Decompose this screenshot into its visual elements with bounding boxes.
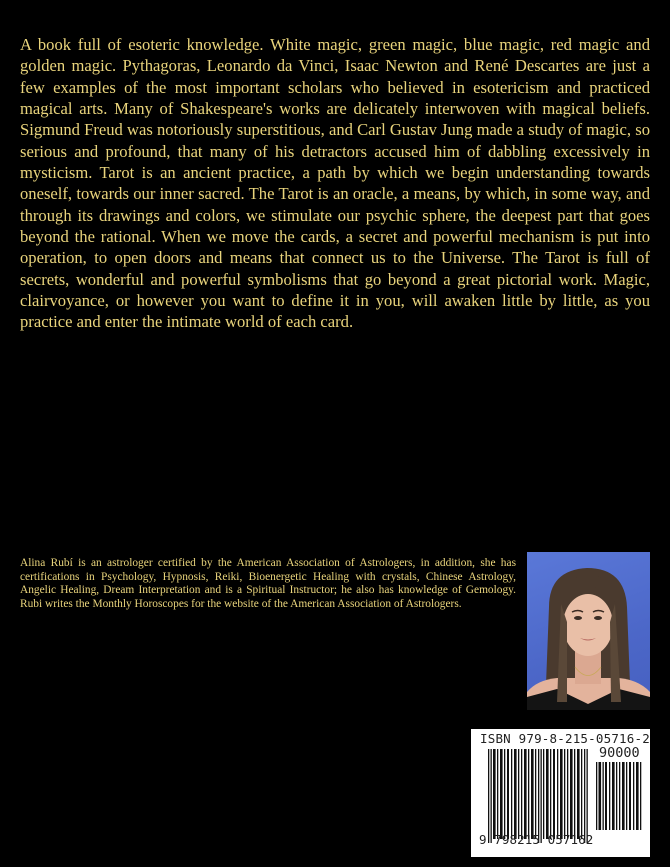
price-addon-code: 90000 [599,745,640,761]
isbn-label: ISBN 979-8-215-05716-2 [480,731,650,746]
ean-digits: 9 798215 057162 [479,832,594,847]
author-photo [527,552,650,710]
author-bio: Alina Rubí is an astrologer certified by the American Association of Astrologers, in addition, she has certifications in Psychology, Hypnosis, Reiki, Bioenergetic Healing with crystals, Chinese Astrology, Angelic Healing, Dream Interpretation and is a Spiritual Instructor; he also has knowledge of Gemology. Rubi writes the Monthly Horoscopes for the website of the American Association of Astrologers. [20,557,516,610]
isbn-barcode [471,729,650,857]
book-description: A book full of esoteric knowledge. White magic, green magic, blue magic, red magic and golden magic. Pythagoras, Leonardo da Vinci, Isaac Newton and René Descartes are just a few examples of the most important scholars who believed in esotericism and practiced magical arts. Many of Shakespeare's works are delicately interwoven with magical beliefs. Sigmund Freud was notoriously superstitious, and Carl Gustav Jung made a study of magic, so serious and profound, that many of his detractors accused him of dabbling excessively in mysticism. Tarot is an ancient practice, a path by which we begin understanding towards oneself, towards our inner sacred. The Tarot is an oracle, a means, by which, in some way, and through its drawings and colors, we stimulate our psychic sphere, the deepest part that goes beyond the rational. When we move the cards, a secret and powerful mechanism is put into operation, to open doors and means that connect us to the Universe. The Tarot is full of secrets, wonderful and powerful symbolisms that go beyond a great pictorial work. Magic, clairvoyance, or however you want to define it in you, will awaken little by little, as you practice and enter the intimate world of each card. [20,35,650,332]
portrait-illustration [527,552,650,710]
